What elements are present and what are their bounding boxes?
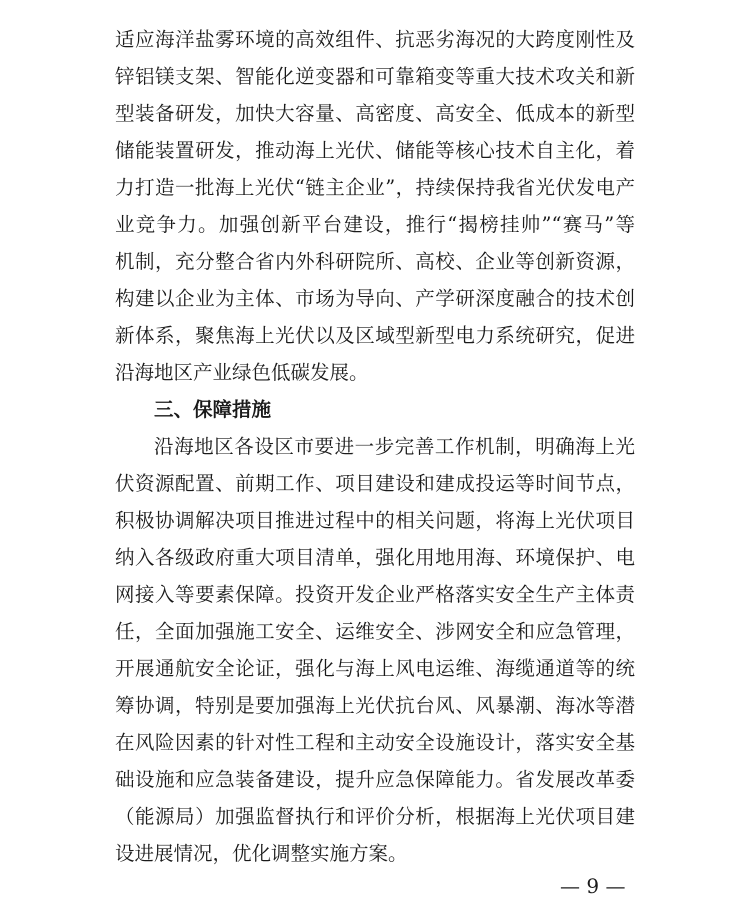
paragraph-line: 新体系，聚焦海上光伏以及区域型新型电力系统研究，促进 <box>115 324 635 347</box>
paragraph-line: （能源局）加强监督执行和评价分析，根据海上光伏项目建 <box>115 805 635 828</box>
paragraph-line: 储能装置研发，推动海上光伏、储能等核心技术自主化，着 <box>115 139 635 162</box>
paragraph-line: 础设施和应急装备建设，提升应急保障能力。省发展改革委 <box>115 768 635 791</box>
paragraph-line: 伏资源配置、前期工作、项目建设和建成投运等时间节点， <box>115 472 635 495</box>
paragraph-line: 积极协调解决项目推进过程中的相关问题，将海上光伏项目 <box>115 509 635 532</box>
paragraph-line: 机制，充分整合省内外科研院所、高校、企业等创新资源， <box>115 250 635 273</box>
paragraph-line: 设进展情况，优化调整实施方案。 <box>115 842 408 865</box>
paragraph-line: 开展通航安全论证，强化与海上风电运维、海缆通道等的统 <box>115 657 635 680</box>
paragraph-line: 在风险因素的针对性工程和主动安全设施设计，落实安全基 <box>115 731 635 754</box>
page-number: — 9 — <box>560 874 626 898</box>
paragraph-line: 适应海洋盐雾环境的高效组件、抗恶劣海况的大跨度刚性及 <box>115 28 635 51</box>
paragraph-line: 构建以企业为主体、市场为导向、产学研深度融合的技术创 <box>115 287 635 310</box>
paragraph-line: 沿海地区产业绿色低碳发展。 <box>115 361 369 384</box>
paragraph-line: 任，全面加强施工安全、运维安全、涉网安全和应急管理， <box>115 620 635 643</box>
paragraph-line: 沿海地区各设区市要进一步完善工作机制，明确海上光 <box>154 435 635 458</box>
paragraph-line: 锌铝镁支架、智能化逆变器和可靠箱变等重大技术攻关和新 <box>115 65 635 88</box>
paragraph-line: 网接入等要素保障。投资开发企业严格落实安全生产主体责 <box>115 583 635 606</box>
paragraph-line: 筹协调，特别是要加强海上光伏抗台风、风暴潮、海冰等潜 <box>115 694 635 717</box>
paragraph-line: 业竞争力。加强创新平台建设，推行“揭榜挂帅”“赛马”等 <box>115 213 635 236</box>
paragraph-line: 纳入各级政府重大项目清单，强化用地用海、环境保护、电 <box>115 546 635 569</box>
paragraph-line: 力打造一批海上光伏“链主企业”，持续保持我省光伏发电产 <box>115 176 635 199</box>
section-heading: 三、保障措施 <box>154 398 272 421</box>
paragraph-line: 型装备研发，加快大容量、高密度、高安全、低成本的新型 <box>115 102 635 125</box>
